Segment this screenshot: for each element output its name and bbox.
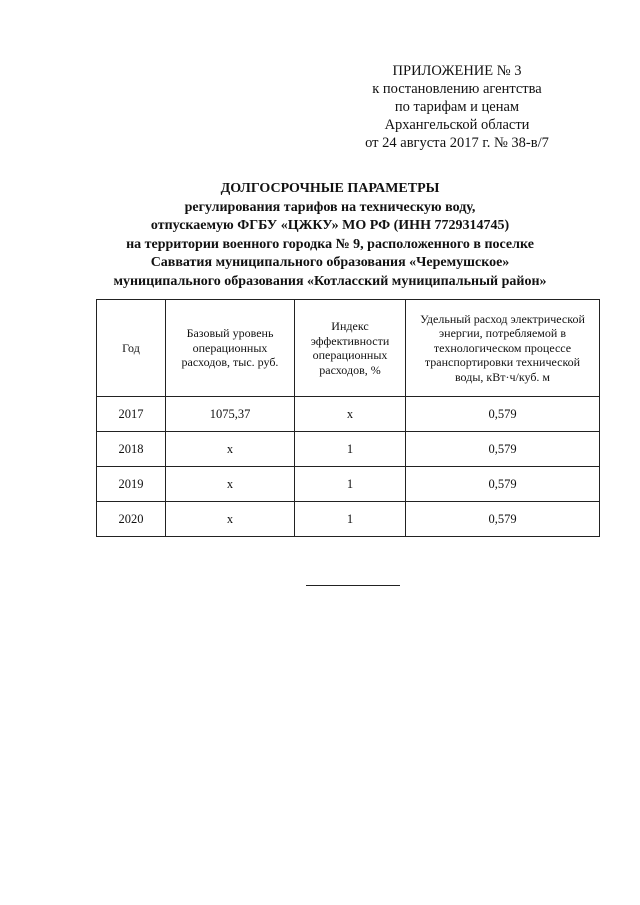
table-row [97,467,600,502]
title-line: на территории военного городка № 9, расположенного в поселке [126,236,534,252]
cell-base-level: х [166,502,295,537]
cell-year: 2018 [97,432,166,467]
header-year: Год [97,300,166,397]
header-base-level: Базовый уровень операционных расходов, тыс. руб. [166,300,295,397]
cell-efficiency-index: 1 [295,502,406,537]
table-row [97,502,600,537]
appendix-ref-line: к постановлению агентства [372,81,542,97]
title-line: регулирования тарифов на техническую воду, [184,199,476,215]
header-energy-consumption: Удельный расход электрической энергии, потребляемой в технологическом процессе транспортировки технической воды, кВт·ч/куб. м [406,300,600,397]
table-row [97,397,600,432]
parameters-table [96,299,600,537]
appendix-date-line: от 24 августа 2017 г. № 38-в/7 [365,135,549,151]
appendix-block [330,62,584,152]
cell-base-level: 1075,37 [166,397,295,432]
cell-energy-consumption: 0,579 [406,467,600,502]
title-line: муниципального образования «Котласский муниципальный район» [113,273,547,289]
title-line: Савватия муниципального образования «Черемушское» [150,255,510,270]
cell-base-level: х [166,467,295,502]
cell-energy-consumption: 0,579 [406,502,600,537]
cell-efficiency-index: х [295,397,406,432]
appendix-ref-line: Архангельской области [384,117,530,133]
cell-energy-consumption: 0,579 [406,397,600,432]
cell-year: 2019 [97,467,166,502]
title-line: отпускаемую ФГБУ «ЦЖКУ» МО РФ (ИНН 7729314745) [150,218,510,233]
document-title [40,180,620,291]
title-heading: ДОЛГОСРОЧНЫЕ ПАРАМЕТРЫ [220,181,440,196]
table-header-row [97,300,600,397]
cell-efficiency-index: 1 [295,467,406,502]
cell-year: 2020 [97,502,166,537]
appendix-number: ПРИЛОЖЕНИЕ № 3 [392,63,522,79]
table-row [97,432,600,467]
cell-base-level: х [166,432,295,467]
cell-year: 2017 [97,397,166,432]
header-efficiency-index: Индекс эффективности операционных расходов, % [295,300,406,397]
appendix-ref-line: по тарифам и ценам [394,99,520,115]
end-divider-line [306,585,400,586]
cell-energy-consumption: 0,579 [406,432,600,467]
cell-efficiency-index: 1 [295,432,406,467]
